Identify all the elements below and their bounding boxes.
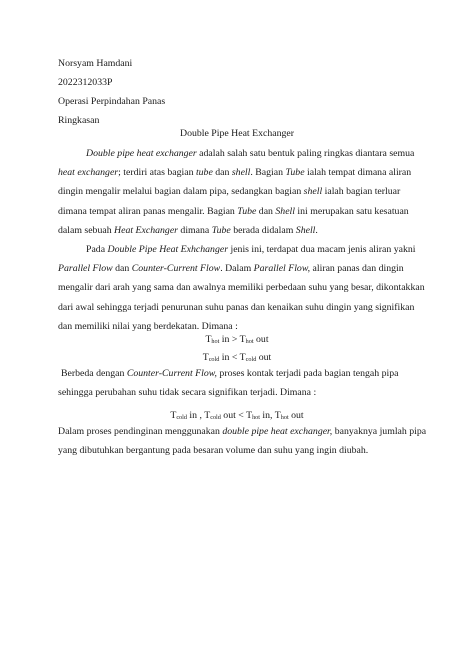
paragraph-line: sehingga perubahan suhu tidak secara signifikan terjadi. Dimana : — [58, 387, 317, 399]
paragraph-line: mengalir dari arah yang sama dan awalnya memiliki perbedaan suhu yang besar, dikontakkan — [58, 282, 425, 294]
paragraph-line: Parallel Flow dan Counter-Current Flow. Dalam Parallel Flow, aliran panas dan dingin — [58, 263, 404, 275]
paragraph-line: dingin mengalir melalui bagian dalam pipa, sedangkan bagian shell ialah bagian terluar — [58, 186, 401, 198]
formula-hot: $T_{hot}$ in > $T_{hot}$ out — [205, 334, 269, 345]
paragraph-line: yang dibutuhkan bergantung pada besaran volume dan suhu yang ingin diubah. — [58, 445, 369, 457]
course-name: Operasi Perpindahan Panas — [58, 96, 166, 107]
paragraph-3 — [58, 364, 420, 402]
paragraph-line: heat exchanger; terdiri atas bagian tube dan shell. Bagian Tube ialah tempat dimana aliran — [58, 167, 412, 179]
document-title: Double Pipe Heat Exchanger — [180, 128, 294, 139]
paragraph-line: dari awal sehingga terjadi penurunan suhu panas dan kenaikan suhu dingin yang signifikan — [58, 301, 415, 313]
paragraph-2 — [58, 240, 425, 336]
paragraph-line: dan memiliki nilai yang berdekatan. Dimana : — [58, 320, 238, 332]
paragraph-line: Dalam proses pendinginan menggunakan double pipe heat exchanger, banyaknya jumlah pipa — [58, 426, 427, 437]
paragraph-4 — [58, 422, 427, 460]
student-id: 2022312033P — [58, 77, 113, 88]
paragraph-line: Berbeda dengan Counter-Current Flow, proses kontak terjadi pada bagian tengah pipa — [61, 368, 399, 379]
section-label: Ringkasan — [58, 115, 100, 126]
paragraph-line: Pada Double Pipe Heat Exhchanger jenis ini, terdapat dua macam jenis aliran yakni — [86, 244, 416, 255]
paragraph-line: dimana tempat aliran panas mengalir. Bagian Tube dan Shell ini merupakan satu kesatuan — [58, 205, 409, 217]
paragraph-1 — [58, 144, 420, 240]
formula-counter-current: $T_{cold}$ in , $T_{cold}$ out < $T_{hot}$ in, $T_{hot}$ out — [170, 410, 304, 421]
formula-cold: $T_{cold}$ in < $T_{cold}$ out — [202, 352, 272, 363]
paragraph-line: Double pipe heat exchanger adalah salah satu bentuk paling ringkas diantara semua — [86, 148, 415, 159]
author-name: Norsyam Hamdani — [58, 58, 133, 69]
paragraph-line: dalam sebuah Heat Exchanger dimana Tube berada didalam Shell. — [58, 224, 318, 236]
